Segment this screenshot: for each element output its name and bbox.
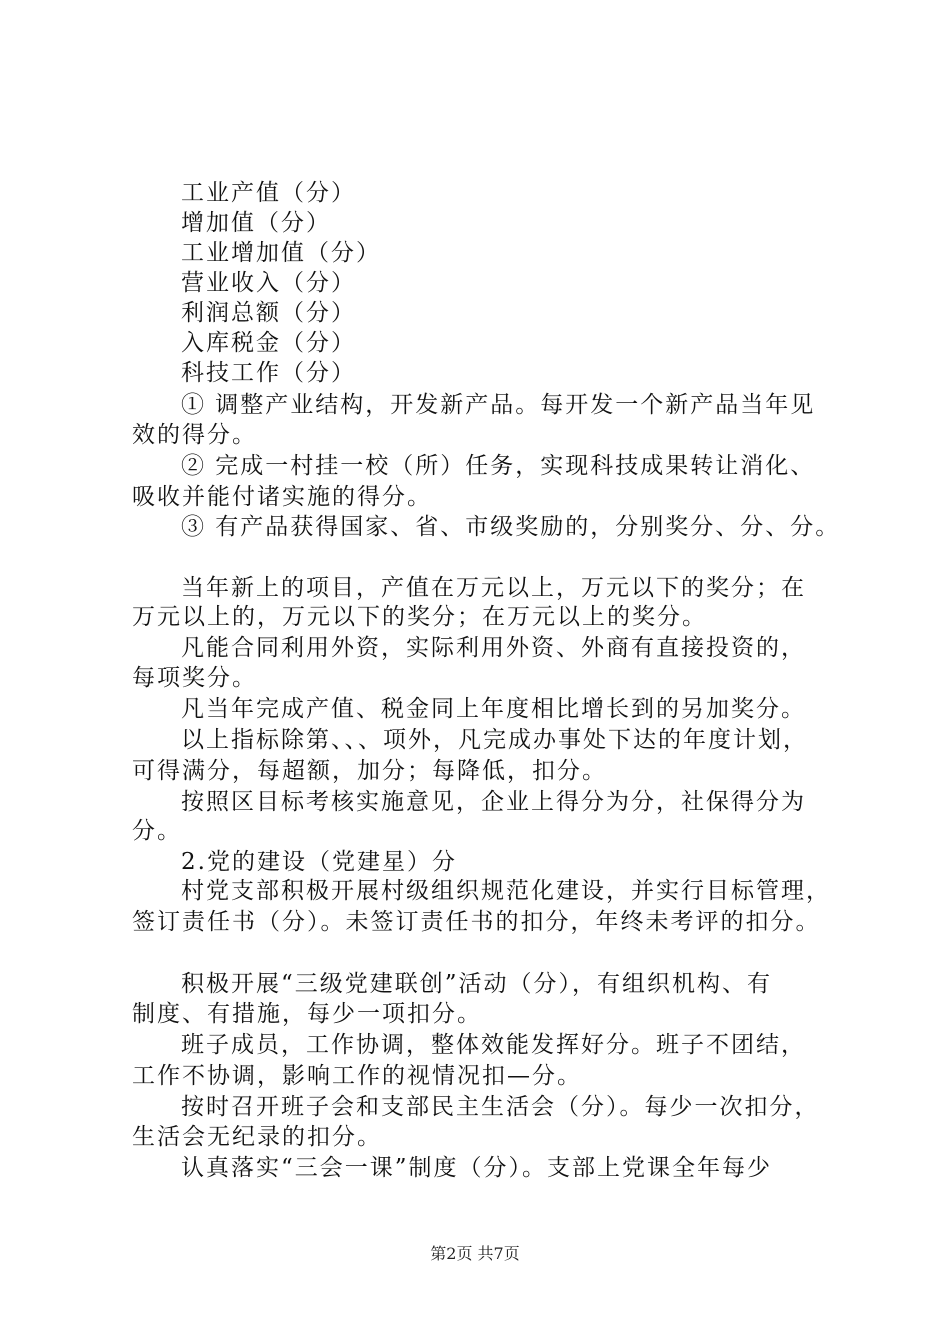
text-line: 凡能合同利用外资，实际利用外资、外商有直接投资的， [181, 635, 806, 661]
text-line: 分。 [132, 818, 182, 844]
section-heading: 2.党的建设（党建星）分 [181, 849, 457, 875]
text-line: 工业产值（分） [181, 180, 356, 206]
page-number-footer: 第2页 共7页 [430, 1244, 520, 1263]
text-line: 工业增加值（分） [181, 240, 381, 266]
text-line: ① 调整产业结构，开发新产品。每开发一个新产品当年见 [181, 392, 816, 418]
text-line: 凡当年完成产值、税金同上年度相比增长到的另加奖分。 [181, 696, 806, 722]
text-line: 万元以上的，万元以下的奖分；在万元以上的奖分。 [132, 604, 707, 630]
text-line: 积极开展“三级党建联创”活动（分），有组织机构、有 [181, 971, 773, 997]
text-line: 生活会无纪录的扣分。 [132, 1124, 382, 1150]
text-line: 制度、有措施，每少一项扣分。 [132, 1001, 482, 1027]
text-line: 按照区目标考核实施意见，企业上得分为分，社保得分为 [181, 789, 806, 815]
text-line: 按时召开班子会和支部民主生活会（分）。每少一次扣分， [181, 1094, 820, 1120]
text-line: 利润总额（分） [181, 300, 356, 326]
text-line: 营业收入（分） [181, 270, 356, 296]
text-line: ② 完成一村挂一校（所）任务，实现科技成果转让消化、 [181, 453, 816, 479]
text-line: 每项奖分。 [132, 665, 257, 691]
text-line: 效的得分。 [132, 422, 257, 448]
text-line: 可得满分，每超额，加分；每降低，扣分。 [132, 758, 607, 784]
text-line: ③ 有产品获得国家、省、市级奖励的，分别奖分、分、分。 [181, 514, 841, 540]
text-line: 村党支部积极开展村级组织规范化建设，并实行目标管理， [181, 878, 831, 904]
text-line: 以上指标除第、、、项外，凡完成办事处下达的年度计划， [181, 727, 808, 753]
text-line: 班子成员，工作协调，整体效能发挥好分。班子不团结， [181, 1032, 806, 1058]
text-line: 认真落实“三会一课”制度（分）。支部上党课全年每少 [181, 1155, 773, 1181]
text-line: 吸收并能付诸实施的得分。 [132, 484, 432, 510]
text-line: 增加值（分） [181, 210, 331, 236]
text-line: 入库税金（分） [181, 330, 356, 356]
text-line: 当年新上的项目，产值在万元以上，万元以下的奖分；在 [181, 575, 806, 601]
text-line: 科技工作（分） [181, 360, 356, 386]
text-line: 签订责任书（分）。未签订责任书的扣分，年终未考评的扣分。 [132, 909, 821, 935]
text-line: 工作不协调，影响工作的视情况扣—分。 [132, 1063, 582, 1089]
